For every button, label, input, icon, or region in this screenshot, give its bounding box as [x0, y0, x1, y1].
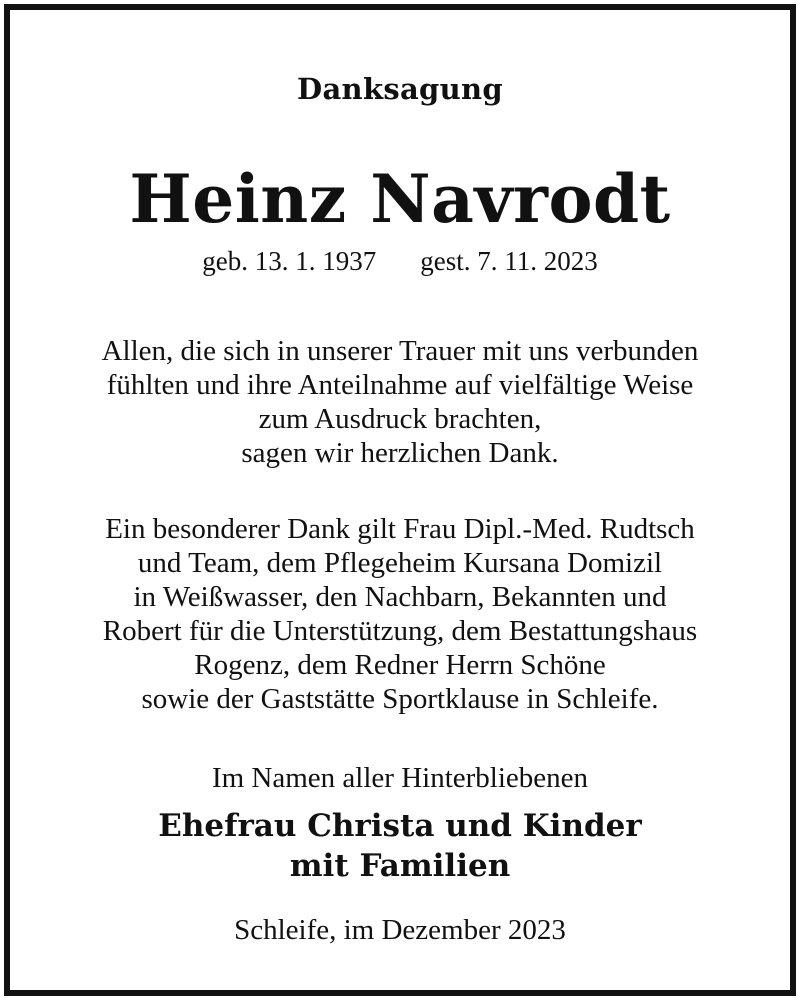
obituary-notice [10, 10, 790, 990]
notice-heading: Danksagung [297, 72, 503, 106]
birth-date: geb. 13. 1. 1937 [202, 246, 377, 276]
text-line: in Weißwasser, den Nachbarn, Bekannten und [133, 581, 667, 613]
text-line: und Team, dem Pflegeheim Kursana Domizil [137, 547, 663, 579]
family-signature [10, 806, 790, 886]
text-line: Rogenz, dem Redner Herrn Schöne [194, 649, 606, 681]
family-line: Ehefrau Christa und Kinder [158, 808, 642, 844]
text-line: Robert für die Unterstützung, dem Bestattungshaus [102, 615, 698, 647]
notice-border [4, 4, 796, 996]
deceased-name: Heinz Navrodt [129, 160, 671, 238]
text-line: sowie der Gaststätte Sportklause in Schleife. [141, 683, 659, 715]
family-line: mit Familien [289, 848, 511, 884]
text-line: sagen wir herzlichen Dank. [241, 437, 559, 469]
text-line: Allen, die sich in unserer Trauer mit uns verbunden [101, 335, 699, 367]
thanks-paragraph [10, 334, 790, 470]
signoff-line: Im Namen aller Hinterbliebenen [211, 762, 589, 794]
life-dates [10, 246, 790, 277]
text-line: fühlten und ihre Anteilnahme auf vielfältige Weise [106, 369, 694, 401]
death-date: gest. 7. 11. 2023 [420, 246, 598, 276]
text-line: zum Ausdruck brachten, [258, 403, 542, 435]
place-and-date: Schleife, im Dezember 2023 [234, 914, 566, 946]
special-thanks-paragraph [10, 512, 790, 716]
text-line: Ein besonderer Dank gilt Frau Dipl.-Med. Rudtsch [105, 513, 695, 545]
